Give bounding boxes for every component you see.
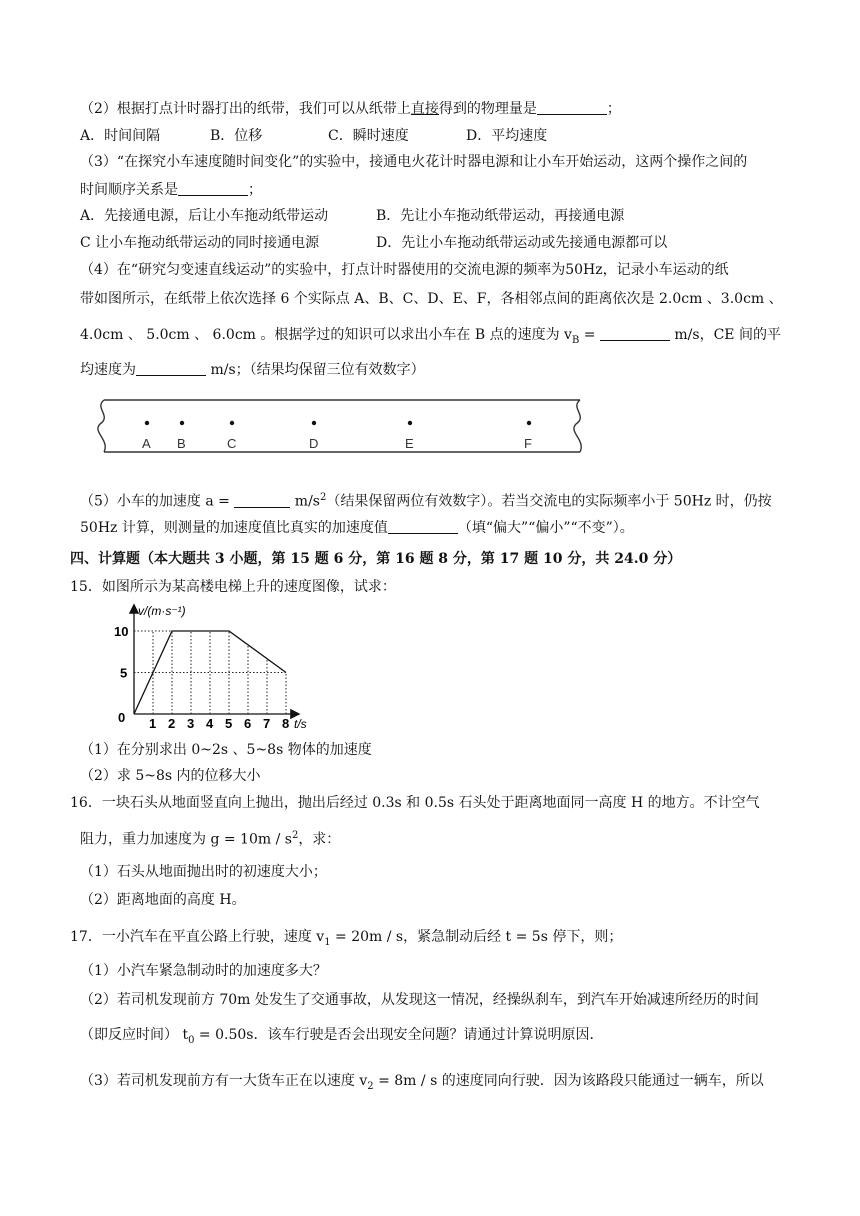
q14-part2-options <box>80 126 547 146</box>
option-d: D．先让小车拖动纸带运动或先接通电源都可以 <box>376 235 668 251</box>
q16-line2: 阻力，重力加速度为 $g = 10m / s^2$，求： <box>80 830 341 848</box>
q14-part4-line4: 均速度为 m/s；（结果均保留三位有效数字） <box>80 362 425 378</box>
y-axis-label: v/(m·s⁻¹) <box>138 604 186 618</box>
section-heading: 四、计算题（本大题共 3 小题，第 15 题 6 分，第 16 题 8 分，第 17 题 10 分，共 24.0 分） <box>70 551 682 567</box>
q17-sub1: （1）小汽车紧急制动时的加速度多大？ <box>80 963 327 979</box>
option-b: B．先让小车拖动纸带运动，再接通电源 <box>376 208 625 224</box>
tape-label-e: E <box>405 436 414 451</box>
tape-label-b: B <box>177 436 186 451</box>
tape-dot-b <box>180 421 184 425</box>
tape-label-d: D <box>309 436 319 451</box>
tape-label-a: A <box>142 436 151 451</box>
tape-dot-d <box>312 421 316 425</box>
answer-blank[interactable] <box>178 181 248 196</box>
q17-sub2-line1: （2）若司机发现前方 70m 处发生了交通事故，从发现这一情况，经操纵刹车，到汽车开始减速所经历的时间 <box>80 992 759 1008</box>
paper-tape-figure <box>92 394 592 460</box>
answer-blank[interactable] <box>136 361 206 376</box>
x-tick-label: 7 <box>263 716 271 731</box>
q14-part3-options-row1 <box>80 206 624 226</box>
q14-part5-line1: （5）小车的加速度 $a = m/s^2$（结果保留两位有效数字）。若当交流电的实际频率小于 50Hz 时，仍按 <box>80 492 772 510</box>
answer-blank[interactable] <box>537 100 607 115</box>
q15-sub2: （2）求 5~8s 内的位移大小 <box>80 768 261 784</box>
q14-part5-line2: 50Hz 计算，则测量的加速度值比真实的加速度值 （填“偏大”“偏小”“不变”）。 <box>80 520 634 536</box>
q14-part3-options-row2 <box>80 233 667 253</box>
x-tick-label: 3 <box>187 716 195 731</box>
answer-blank[interactable] <box>600 326 670 341</box>
y-tick-label: 5 <box>120 665 128 681</box>
x-tick-label: 1 <box>149 716 157 731</box>
q16-line1: 16．一块石头从地面竖直向上抛出，抛出后经过 0.3s 和 0.5s 石头处于距离地面同一高度 H 的地方。不计空气 <box>70 795 760 811</box>
q17-line1: 17．一小汽车在平直公路上行驶，速度 $v_1 = 20m / s$，紧急制动后经 t = 5s 停下，则； <box>70 929 623 948</box>
q14-part3-line1: （3）“在探究小车速度随时间变化”的实验中，接通电火花计时器电源和让小车开始运动，这两个操作之间的 <box>80 154 748 170</box>
x-tick-label: 2 <box>168 716 176 731</box>
q17-sub2-line2: （即反应时间） $t_0 = 0.50s$．该车行驶是否会出现安全问题？请通过计算说明原因． <box>80 1027 604 1046</box>
tape-label-c: C <box>227 436 237 451</box>
option-a: A．先接通电源，后让小车拖动纸带运动 <box>80 208 329 224</box>
y-tick-label: 10 <box>114 624 129 639</box>
answer-blank[interactable] <box>234 493 290 508</box>
tape-dot-c <box>230 421 234 425</box>
x-tick-label: 4 <box>206 716 214 731</box>
q16-sub2: （2）距离地面的高度 H。 <box>80 892 246 908</box>
q14-part3-line2: 时间顺序关系是 ； <box>80 182 262 198</box>
q14-part4-line3: 4.0cm 、 5.0cm 、 6.0cm 。根据学过的知识可以求出小车在 B 点的速度为 $v_B = m/s$，CE 间的平 <box>80 327 781 346</box>
q16-sub1: （1）石头从地面抛出时的初速度大小； <box>80 864 327 880</box>
tape-label-f: F <box>524 436 532 451</box>
tape-left-tear <box>98 400 105 452</box>
velocity-time-graph <box>112 600 322 732</box>
tape-dot-f <box>527 421 531 425</box>
q14-part2-text: （2）根据打点计时器打出的纸带，我们可以从纸带上直接得到的物理量是 ； <box>80 101 621 117</box>
q17-sub3: （3）若司机发现前方有一大货车正在以速度 $v_2 = 8m / s$ 的速度同向行驶．因为该路段只能通过一辆车，所以 <box>80 1073 764 1092</box>
origin-label: 0 <box>118 710 126 725</box>
q14-part4-line1: （4）在“研究匀变速直线运动”的实验中，打点计时器使用的交流电源的频率为50Hz，记录小车运动的纸 <box>80 262 729 278</box>
x-axis-label: t/s <box>294 717 307 731</box>
option-b: B．位移 <box>210 128 263 144</box>
q15-sub1: （1）在分别求出 0~2s 、5~8s 物体的加速度 <box>80 742 372 758</box>
tape-right-tear <box>574 400 581 452</box>
tape-dot-e <box>408 421 412 425</box>
underlined-word: 直接 <box>410 101 439 117</box>
x-tick-label: 8 <box>282 716 290 731</box>
x-tick-label: 6 <box>244 716 252 731</box>
q15-stem: 15．如图所示为某高楼电梯上升的速度图像，试求： <box>70 579 396 595</box>
q14-part4-line2: 带如图所示，在纸带上依次选择 6 个实际点 A、B、C、D、E、F，各相邻点间的距离依次是 2.0cm 、3.0cm 、 <box>80 291 783 307</box>
option-a: A．时间间隔 <box>80 128 161 144</box>
tape-dot-a <box>145 421 149 425</box>
answer-blank[interactable] <box>388 519 458 534</box>
option-c: C．瞬时速度 <box>328 128 409 144</box>
x-tick-label: 5 <box>225 716 233 731</box>
option-c: C 让小车拖动纸带运动的同时接通电源 <box>80 235 320 251</box>
option-d: D．平均速度 <box>466 128 548 144</box>
